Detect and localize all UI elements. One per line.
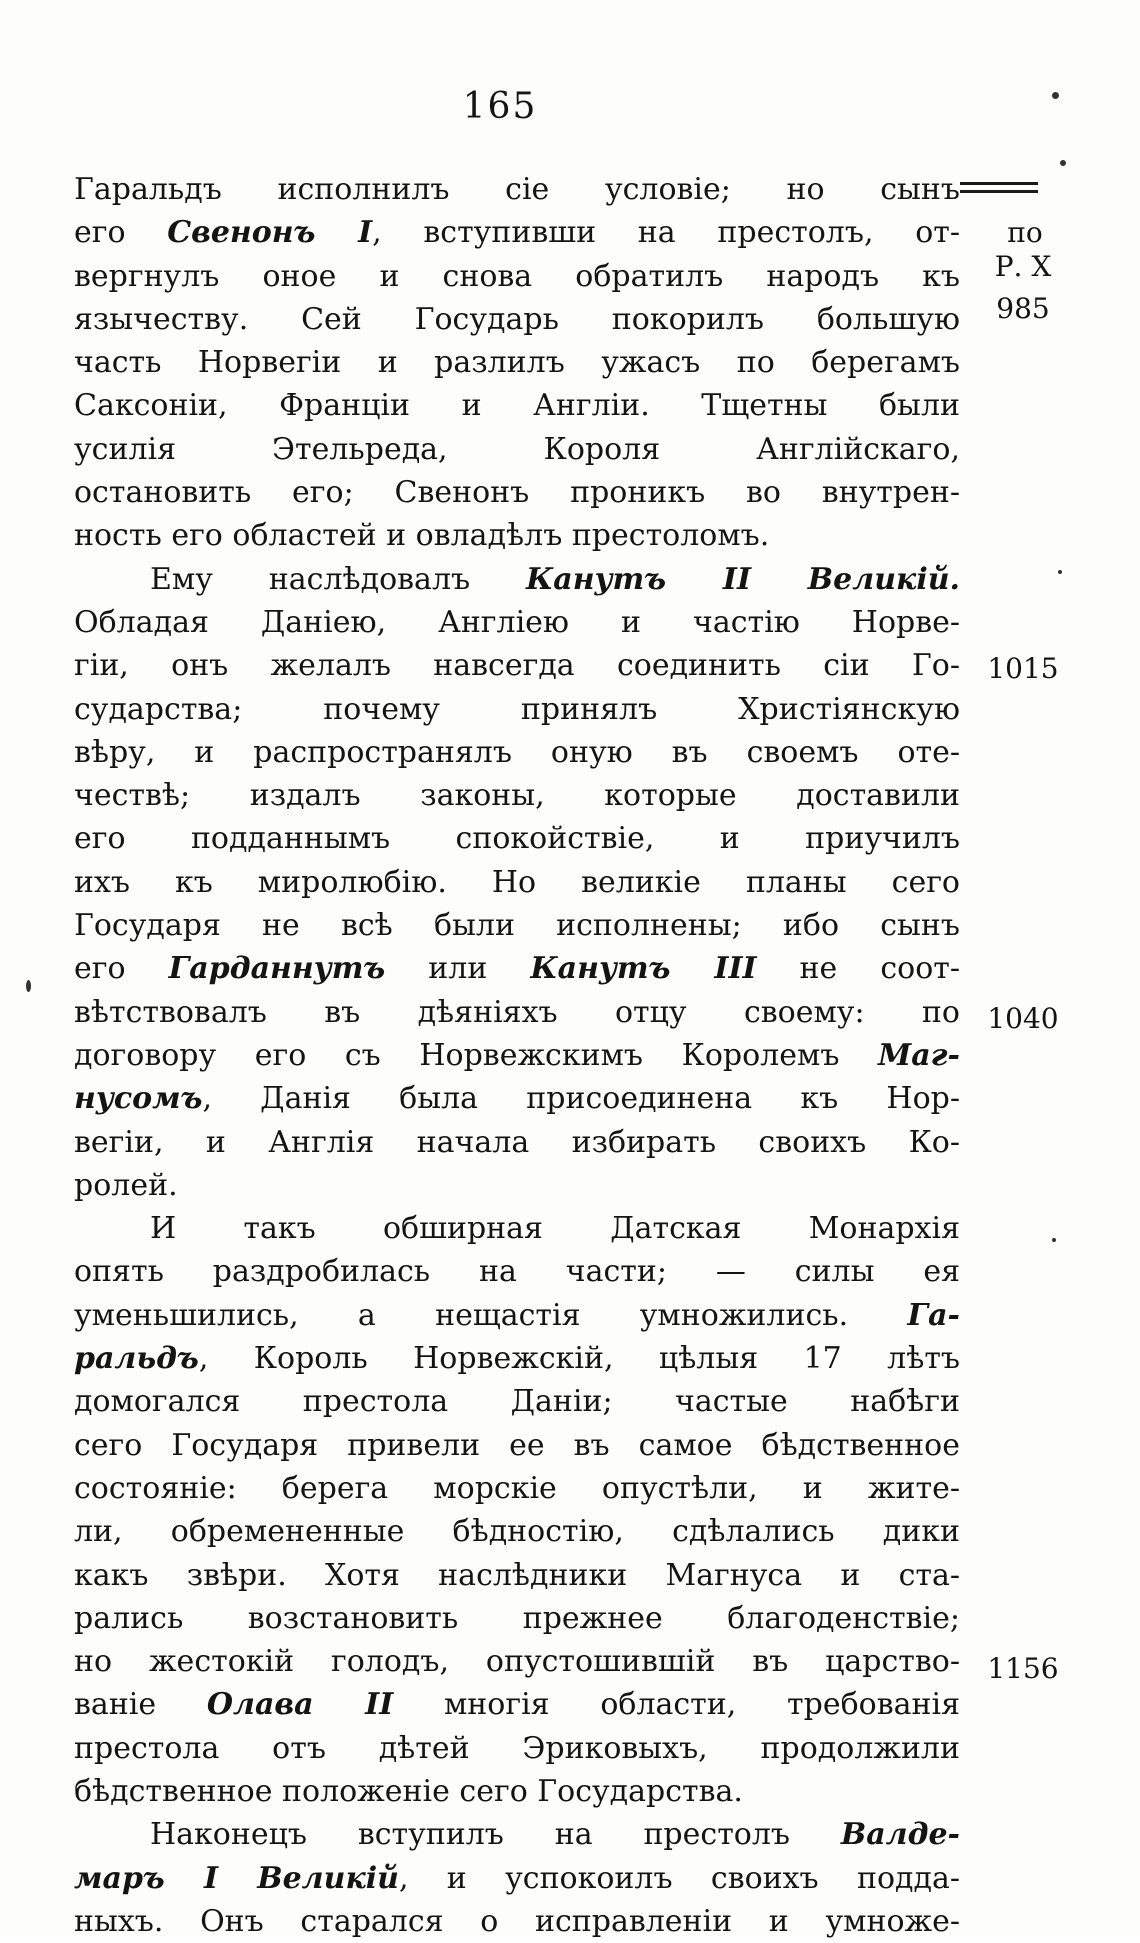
text-segment: язычеству. Сей Государь покорилъ большую [74,301,960,337]
print-speck [1060,160,1066,166]
italic-name: Олава II [206,1687,394,1723]
italic-name: Свенонъ I [167,215,373,251]
text-line [74,1554,960,1597]
text-segment: вѣру, и распространялъ оную въ своемъ оте- [74,734,960,770]
text-segment: ихъ къ миролюбію. Но великіе планы сего [74,864,960,900]
text-segment: сего Государя привели ее въ самое бѣдственное [74,1427,960,1463]
italic-name: Валде- [840,1817,960,1853]
italic-name: нусомъ [74,1081,203,1117]
text-segment: Гаральдъ исполнилъ сіе условіе; но сынъ [74,172,960,207]
text-line [74,1597,960,1640]
print-speck [1052,92,1059,99]
text-line [74,1077,960,1120]
print-speck [26,980,31,992]
text-line [74,428,960,471]
text-line [74,947,960,990]
text-segment: ролей. [74,1167,178,1203]
margin-note-po: по [1007,216,1043,249]
margin-note-era: Р. Х [994,250,1052,283]
text-segment: , и успокоилъ своихъ подда- [398,1860,960,1896]
text-line [74,688,960,731]
text-line [74,1900,960,1943]
italic-name: Гарданнутъ [168,951,386,987]
text-segment: Наконецъ вступилъ на престолъ [150,1817,841,1853]
text-line [74,1813,960,1856]
text-segment: вегіи, и Англія начала избирать своихъ Ко- [74,1124,960,1160]
text-segment: уменьшились, а нещастія умножились. [74,1297,908,1333]
text-line [74,558,960,601]
text-line [74,255,960,298]
text-line [74,731,960,774]
text-segment: гіи, онъ желалъ навсегда соединить сіи Го- [74,648,960,684]
text-segment: но жестокій голодъ, опустошившій въ царство- [74,1644,960,1680]
text-segment: его подданнымъ спокойствіе, и приучилъ [74,821,960,857]
text-line [74,861,960,904]
text-segment: Государя не всѣ были исполнены; ибо сынъ [74,908,960,944]
text-line [74,211,960,254]
text-segment: ли, обремененные бѣдностію, сдѣлались дики [74,1514,960,1550]
text-segment: И такъ обширная Датская Монархія [150,1211,960,1247]
text-segment: Обладая Даніею, Англіею и частію Норве- [74,604,960,640]
body-text [74,168,960,1943]
text-line [74,1727,960,1770]
text-line [74,1380,960,1423]
text-segment: вѣтствовалъ въ дѣяніяхъ отцу своему: по [74,994,960,1030]
text-line [74,1034,960,1077]
text-segment: домогался престола Даніи; частые набѣги [74,1384,960,1420]
text-segment: ныхъ. Онъ старался о исправленіи и умноже- [74,1903,960,1939]
text-segment: Саксоніи, Франціи и Англіи. Тщетны были [74,388,960,424]
text-line [74,774,960,817]
text-segment: , Данія была присоединена къ Нор- [202,1081,960,1117]
text-line [74,1640,960,1683]
text-line [74,1250,960,1293]
italic-name: ральдъ [74,1341,199,1377]
italic-name: маръ I Великій [74,1860,399,1896]
text-segment: договору его съ Норвежскимъ Королемъ [74,1037,879,1073]
text-line [74,1207,960,1250]
text-segment: его [74,215,168,251]
text-segment: Ему наслѣдовалъ [150,561,526,597]
text-line [74,904,960,947]
text-line [74,1857,960,1900]
text-line [74,471,960,514]
text-line [74,1467,960,1510]
text-segment: многія области, требованія [393,1687,960,1723]
text-segment: состояніе: берега морскіе опустѣли, и жите- [74,1470,960,1506]
text-segment: часть Норвегіи и разлилъ ужасъ по берегамъ [74,345,960,381]
text-line [74,1683,960,1726]
text-segment: усилія Этельреда, Короля Англійскаго, [74,431,960,467]
italic-name: Канутъ III [530,951,757,987]
text-line [74,644,960,687]
text-segment: сударства; почему принялъ Христіянскую [74,691,960,727]
text-line [74,1510,960,1553]
page-number: 165 [462,86,538,127]
print-speck [1058,570,1062,574]
text-line [74,1121,960,1164]
text-segment: ваніе [74,1687,207,1723]
margin-note-year-1015: 1015 [987,652,1059,685]
text-line [74,298,960,341]
margin-note-year-1040: 1040 [987,1002,1059,1035]
text-segment: бѣдственное положеніе сего Государства. [74,1773,743,1809]
text-segment: какъ звѣри. Хотя наслѣдники Магнуса и ста- [74,1557,960,1593]
italic-name: Канутъ II Великій. [526,561,960,597]
text-segment: опять раздробилась на части; — силы ея [74,1254,960,1290]
text-line [74,384,960,427]
text-line [74,1770,960,1813]
text-segment: престола отъ дѣтей Эриковыхъ, продолжили [74,1730,960,1766]
text-segment: вергнулъ оное и снова обратилъ народъ къ [74,258,960,294]
header-rule [960,182,1038,185]
text-line [74,341,960,384]
header-rule [960,190,1038,193]
text-line [74,1164,960,1207]
text-line [74,514,960,557]
text-segment: чествѣ; издалъ законы, которые доставили [74,778,960,814]
italic-name: Га- [907,1297,960,1333]
margin-note-year-1156: 1156 [987,1652,1059,1685]
text-segment: ность его областей и овладѣлъ престоломъ. [74,518,770,554]
margin-note-year-985: 985 [996,292,1050,325]
text-line [74,1294,960,1337]
text-segment: , Король Норвежскій, цѣлыя 17 лѣтъ [198,1341,960,1377]
text-line [74,1424,960,1467]
text-segment: остановить его; Свенонъ проникъ во внутрен- [74,475,960,511]
text-line [74,991,960,1034]
text-segment: его [74,951,169,987]
text-segment: или [385,951,531,987]
text-line [74,601,960,644]
text-line [74,1337,960,1380]
text-segment: рались возстановить прежнее благоденствіе; [74,1600,960,1636]
text-line [74,817,960,860]
italic-name: Маг- [878,1037,960,1073]
text-segment: не соот- [756,951,960,987]
text-segment: , вступивши на престолъ, от- [372,215,960,251]
text-line [74,168,960,211]
print-speck [1052,1238,1056,1242]
